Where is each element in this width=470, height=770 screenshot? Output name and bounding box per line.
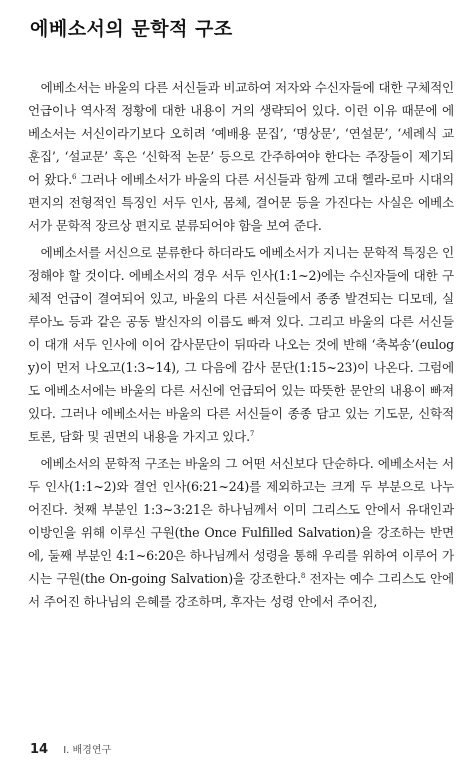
- paragraph-3: [28, 452, 454, 613]
- paragraph-2: [28, 241, 454, 448]
- footnote-marker-6: 6: [72, 172, 77, 181]
- paragraph-3-text-cont: 전자는 예수 그리스도 안에서 주어진 하나님의 은혜를 강조하며, 후자는 성령 안에서 주어진,: [28, 571, 454, 609]
- paragraph-3-text: 에베소서의 문학적 구조는 바울의 그 어떤 서신보다 단순하다. 에베소서는 서두 인사(1:1~2)와 결언 인사(6:21~24)를 제외하고는 크게 두 부분으로 나누어진다. 첫째 부분인 1:3~3:21은 하나님께서 이미 그리스도 안에서 유대인과 이방인을 위해 이루신 구원(the Once Fulfilled Salvation)을 강조하는 반면에, 둘째 부분인 4:1~6:20은 하나님께서 성령을 통해 우리를 위하여 이루어 가시는 구원(the On-going Salvation)을 강조한다.: [28, 456, 454, 586]
- body-text: [28, 76, 454, 617]
- running-section-label: I. 배경연구: [63, 745, 112, 756]
- page-number: 14: [30, 742, 49, 757]
- footnote-marker-7: 7: [249, 429, 255, 438]
- page-footer: [30, 738, 111, 757]
- paragraph-2-text: 에베소서를 서신으로 분류한다 하더라도 에베소서가 지니는 문학적 특징은 인정해야 할 것이다. 에베소서의 경우 서두 인사(1:1~2)에는 수신자들에 대한 구체적 언급이 결여되어 있고, 바울의 다른 서신들에서 종종 발견되는 디모데, 실루아노 등과 같은 공동 발신자의 이름도 빠져 있다. 그리고 바울의 다른 서신들이 대개 서두 인사에 이어 감사문단이 뒤따라 나오는 것에 반해 ‘축복송’(eulogy)이 먼저 나오고(1:3~14), 그 다음에 감사 문단(1:15~23)이 나온다. 그럼에도 에베소서에는 바울의 다른 서신에 언급되어 있는 따뜻한 문안의 내용이 빠져 있다. 그러나 에베소서는 바울의 다른 서신들이 종종 담고 있는 기도문, 신학적 토론, 담화 및 권면의 내용을 가지고 있다.: [28, 245, 454, 444]
- footnote-marker-8: 8: [300, 571, 306, 580]
- paragraph-1-text-cont: 그러나 에베소서가 바울의 다른 서신들과 함께 고대 헬라-로마 시대의 편지의 전형적인 특징인 서두 인사, 몸체, 결어문 등을 가진다는 사실은 에베소서가 문학적 장르상 편지로 분류되어야 함을 보여 준다.: [28, 172, 454, 233]
- paragraph-1: [28, 76, 454, 237]
- paragraph-1-text: 에베소서는 바울의 다른 서신들과 비교하여 저자와 수신자들에 대한 구체적인 언급이나 역사적 정황에 대한 내용이 거의 생략되어 있다. 이런 이유 때문에 에베소서는 서신이라기보다 오히려 ‘예배용 문집’, ‘명상문’, ‘연설문’, ‘세례식 교훈집’, ‘설교문’ 혹은 ‘신학적 논문’ 등으로 간주하여야 한다는 주장들이 제기되어 왔다.: [28, 80, 454, 187]
- section-title: 에베소서의 문학적 구조: [30, 18, 233, 40]
